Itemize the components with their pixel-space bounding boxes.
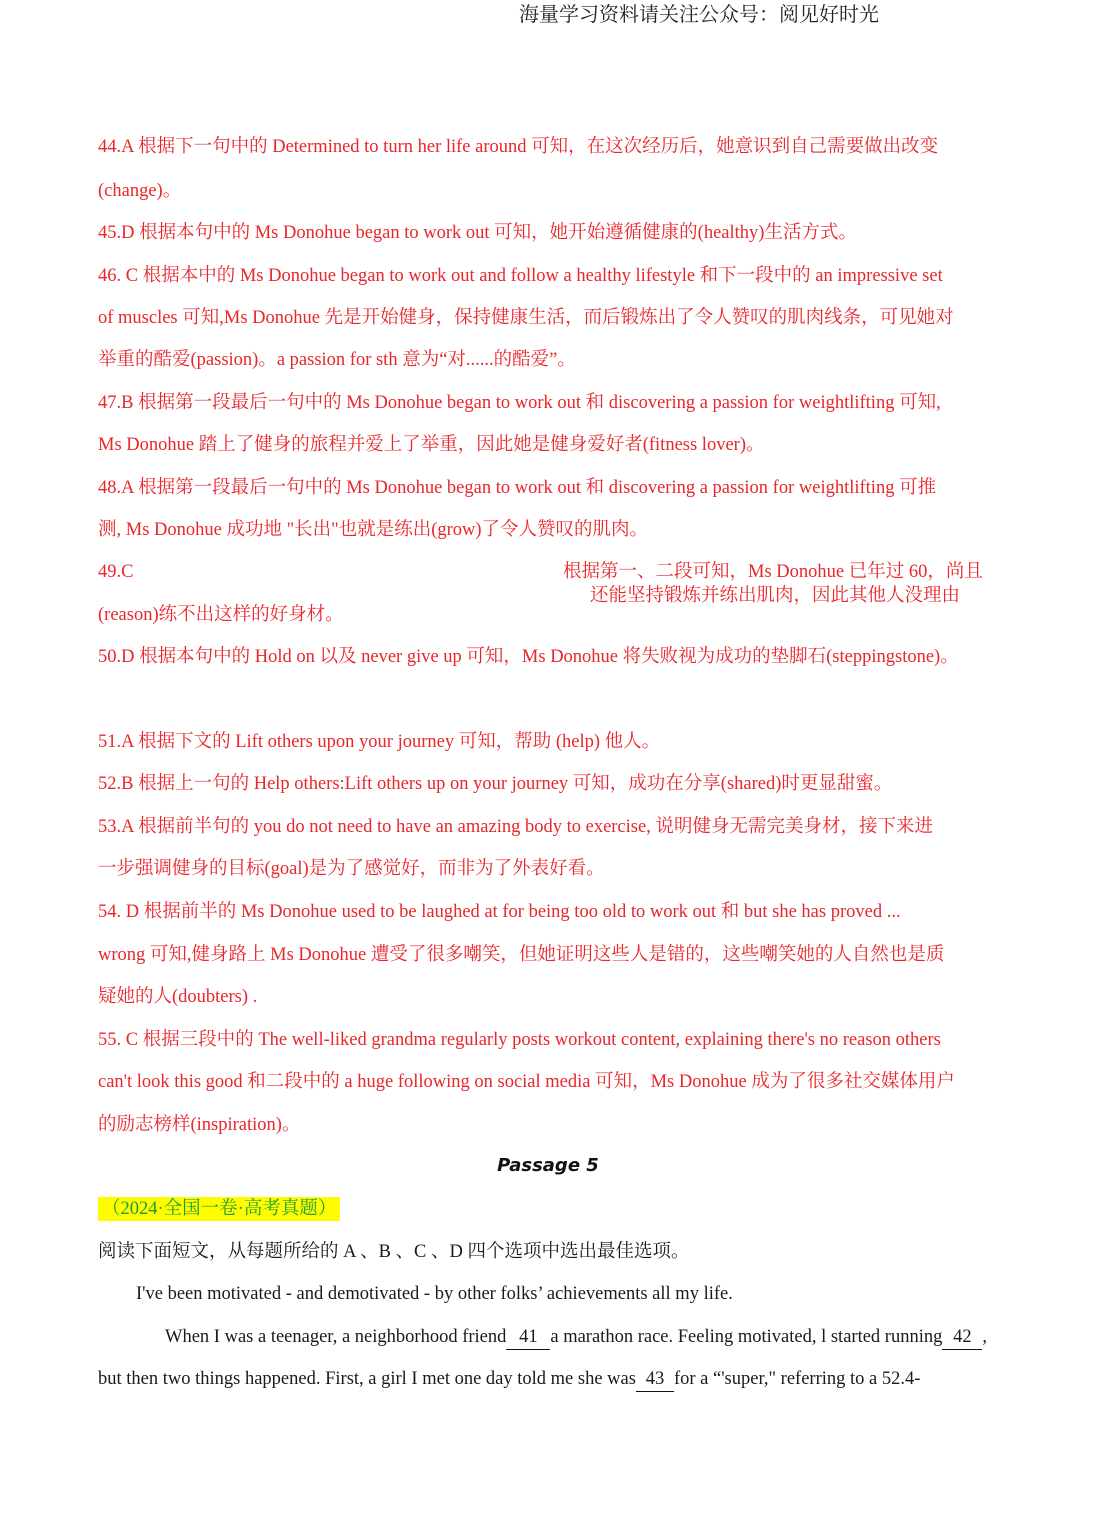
answer-46-line-3: 举重的酷爱(passion)。a passion for sth 意为“对......的酷爱”。 xyxy=(98,350,576,370)
answer-47-line-1: 47.B 根据第一段最后一句中的 Ms Donohue began to work out 和 discovering a passion for weightlifting 可知, xyxy=(98,393,941,413)
answer-47-line-2: Ms Donohue 踏上了健身的旅程并爱上了举重，因此她是健身爱好者(fitness lover)。 xyxy=(98,435,765,455)
answer-49-text: 根据第一、二段可知，Ms Donohue 已年过 60，尚且 xyxy=(563,562,983,582)
answer-46-line-2: of muscles 可知,Ms Donohue 先是开始健身，保持健康生活，而后锻炼出了令人赞叹的肌肉线条，可见她对 xyxy=(98,308,954,328)
answer-54-line-1: 54. D 根据前半的 Ms Donohue used to be laughed at for being too old to work out 和 but she has proved ... xyxy=(98,902,901,922)
answer-53-line-2: 一步强调健身的目标(goal)是为了感觉好，而非为了外表好看。 xyxy=(98,859,605,879)
answer-54-line-2: wrong 可知,健身路上 Ms Donohue 遭受了很多嘲笑，但她证明这些人是错的，这些嘲笑她的人自然也是质 xyxy=(98,945,945,965)
answer-45: 45.D 根据本句中的 Ms Donohue began to work out 可知，她开始遵循健康的(healthy)生活方式。 xyxy=(98,223,857,243)
answer-48-line-1: 48.A 根据第一段最后一句中的 Ms Donohue began to work out 和 discovering a passion for weightlifting 可推 xyxy=(98,478,937,498)
answer-49-clipped-line: 还能坚持锻炼并练出肌肉，因此其他人没理由 xyxy=(590,586,961,606)
answer-50: 50.D 根据本句中的 Hold on 以及 never give up 可知，Ms Donohue 将失败视为成功的垫脚石(steppingstone)。 xyxy=(98,647,959,667)
blank-42: 42 xyxy=(942,1325,982,1350)
blank-43: 43 xyxy=(636,1367,674,1392)
answer-44-line-1: 44.A 根据下一句中的 Determined to turn her life around 可知，在这次经历后，她意识到自己需要做出改变 xyxy=(98,137,939,157)
page-header: 海量学习资料请关注公众号：阅见好时光 xyxy=(519,4,879,26)
answer-55-line-1: 55. C 根据三段中的 The well-liked grandma regularly posts workout content, explaining there's no reason others xyxy=(98,1030,941,1050)
passage-paragraph-2: When I was a teenager, a neighborhood friend 41 a marathon race. Feeling motivated, l started running 42 , xyxy=(165,1325,987,1350)
answer-53-line-1: 53.A 根据前半句的 you do not need to have an amazing body to exercise, 说明健身无需完美身材，接下来进 xyxy=(98,817,933,837)
answer-44-line-2: (change)。 xyxy=(98,181,182,201)
answer-48-line-2: 测, Ms Donohue 成功地 "长出"也就是练出(grow)了令人赞叹的肌肉。 xyxy=(98,520,649,540)
blank-41: 41 xyxy=(506,1325,550,1350)
answer-46-line-1: 46. C 根据本中的 Ms Donohue began to work out and follow a healthy lifestyle 和下一段中的 an impressive set xyxy=(98,266,943,286)
passage-title: Passage 5 xyxy=(497,1155,599,1176)
answer-52: 52.B 根据上一句的 Help others:Lift others up on your journey 可知，成功在分享(shared)时更显甜蜜。 xyxy=(98,774,893,794)
passage-paragraph-2-continued: but then two things happened. First, a girl I met one day told me she was 43 for a “'super," referring to a 52.4- xyxy=(98,1367,920,1392)
answer-55-line-3: 的励志榜样(inspiration)。 xyxy=(98,1115,301,1135)
answer-55-line-2: can't look this good 和二段中的 a huge following on social media 可知，Ms Donohue 成为了很多社交媒体用户 xyxy=(98,1072,955,1092)
answer-49-line-2: (reason)练不出这样的好身材。 xyxy=(98,605,344,625)
passage-paragraph-1: I've been motivated - and demotivated - by other folks’ achievements all my life. xyxy=(136,1284,733,1304)
exam-source-badge: （2024·全国一卷·高考真题） xyxy=(98,1197,340,1221)
answer-51: 51.A 根据下文的 Lift others upon your journey 可知，帮助 (help) 他人。 xyxy=(98,732,661,752)
answer-49-number: 49.C xyxy=(98,562,134,582)
instruction: 阅读下面短文，从每题所给的 A 、B 、C 、D 四个选项中选出最佳选项。 xyxy=(98,1242,690,1262)
answer-54-line-3: 疑她的人(doubters) . xyxy=(98,987,258,1007)
